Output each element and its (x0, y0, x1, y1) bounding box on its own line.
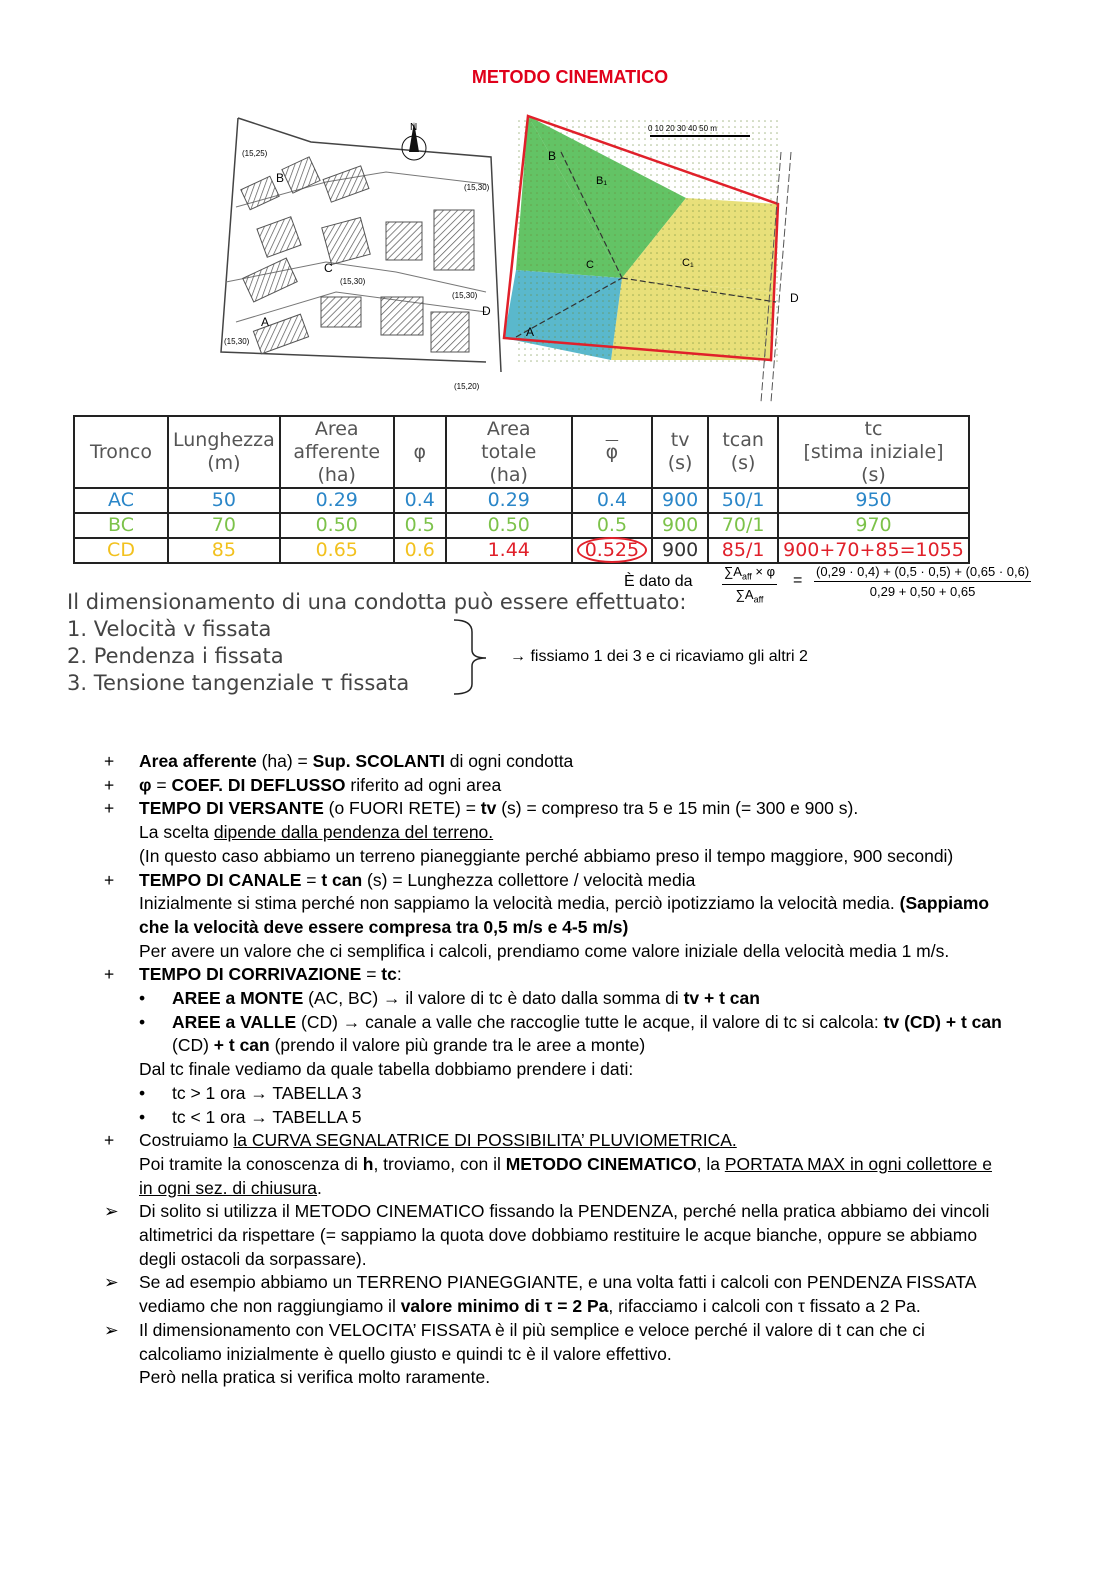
cell-area-tot: 1.44 (446, 538, 572, 563)
method-item: 2. Pendenza i fissata (67, 644, 284, 668)
cell-phi: 0.4 (394, 488, 446, 513)
list-item: ➢ Il dimensionamento con VELOCITA’ FISSATA è il più semplice e veloce perché il valore di t can che ci calcoliamo inizialmente è quello giusto e quindi tc è il valore effettivo. Però nella pratica si verifica molto raramente. (104, 1319, 925, 1388)
svg-text:(15,30): (15,30) (224, 337, 250, 346)
svg-text:0 10 20 30 40 50 m: 0 10 20 30 40 50 m (648, 124, 717, 133)
list-item: + φ = COEF. DI DEFLUSSO riferito ad ogni area (104, 774, 502, 795)
th-tv: tv (s) (652, 416, 708, 488)
table-row (74, 488, 969, 513)
cell-tronco: AC (74, 488, 168, 513)
cell-phi-bar: 0.5 (572, 513, 652, 538)
sub-item: • AREE a MONTE (AC, BC) → il valore di tc è dato dalla somma di tv + t can (139, 988, 760, 1009)
list-item: ➢ Se ad esempio abbiamo un TERRENO PIANEGGIANTE, e una volta fatti i calcoli con PENDENZA FISSATA vediamo che non raggiungiamo il valore minimo di τ = 2 Pa, rifacciamo i calcoli con τ fissato a 2 Pa. (104, 1272, 976, 1317)
cell-tc: 970 (778, 513, 969, 538)
cell-phi-bar (572, 538, 652, 563)
svg-text:B: B (548, 149, 557, 163)
svg-text:C₁: C₁ (682, 257, 694, 269)
sizing-methods (67, 589, 686, 697)
method-intro: Il dimensionamento di una condotta può essere effettuato: (67, 590, 687, 614)
cell-tcan: 50/1 (708, 488, 778, 513)
th-tc: tc [stima iniziale] (s) (778, 416, 969, 488)
weighted-phi-fraction: $\sum A_{aff} \times \varphi$ $\sum A_{aff}$ (724, 564, 776, 605)
list-item: + TEMPO DI CANALE = t can (s) = Lunghezza collettore / velocità media Inizialmente si stima perché non sappiamo la velocità media, perciò ipotizziamo la velocità media. (Sappiamo che la velocità deve essere compresa tra 0,5 m/s e 4-5 m/s) Per avere un valore che ci semplifica i calcoli, prendiamo come valore iniziale della velocità media 1 m/s. (104, 869, 990, 961)
sub-item: • AREE a VALLE (CD) → canale a valle che raccoglie tutte le acque, il valore di tc si calcola: tv (CD) + t can (CD) + t can (prendo il valore più grande tra le aree a monte) (139, 1011, 1002, 1056)
cell-phi: 0.6 (394, 538, 446, 563)
list-text: Dal tc finale vediamo da quale tabella dobbiamo prendere i dati: (139, 1059, 634, 1080)
list-item: + Area afferente (ha) = Sup. SCOLANTI di ogni condotta (104, 751, 574, 771)
table-row (74, 513, 969, 538)
svg-text:B₁: B₁ (596, 175, 608, 187)
notes-list (104, 750, 1009, 1390)
cell-tcan: 85/1 (708, 538, 778, 563)
cell-tcan: 70/1 (708, 513, 778, 538)
svg-text:C: C (324, 261, 333, 275)
svg-text:(15,30): (15,30) (464, 183, 490, 192)
catchment-map (504, 116, 799, 402)
cell-lunghezza: 85 (168, 538, 280, 563)
cell-tv: 900 (652, 513, 708, 538)
cell-area-tot: 0.50 (446, 513, 572, 538)
cell-phi: 0.5 (394, 513, 446, 538)
svg-text:(15,30): (15,30) (452, 291, 478, 300)
cell-tronco: CD (74, 538, 168, 563)
th-phi: φ (394, 416, 446, 488)
table-header-row (74, 416, 969, 488)
cell-tc: 950 (778, 488, 969, 513)
cell-lunghezza: 50 (168, 488, 280, 513)
page-title: METODO CINEMATICO (471, 67, 669, 87)
list-item: ➢ Di solito si utilizza il METODO CINEMATICO fissando la PENDENZA, perché nella pratica abbiamo dei vincoli altimetrici da rispettare (= sappiamo la quota dove dobbiamo restituire le acque bianche, oppure se abbiamo degli ostacoli da sorpassare). (104, 1201, 990, 1269)
list-item: + TEMPO DI CORRIVAZIONE = tc: (104, 964, 402, 985)
th-lunghezza: Lunghezza (m) (168, 416, 280, 488)
cell-phi-bar: 0.4 (572, 488, 652, 513)
th-area-afferente: Area afferente (ha) (280, 416, 394, 488)
th-area-totale: Area totale (ha) (446, 416, 572, 488)
sub-item: • tc > 1 ora → TABELLA 3 (139, 1082, 362, 1103)
sub-item: • tc < 1 ora → TABELLA 5 (139, 1106, 362, 1127)
cell-tv: 900 (652, 488, 708, 513)
cell-lunghezza: 70 (168, 513, 280, 538)
svg-text:D: D (482, 304, 491, 318)
svg-text:(15,25): (15,25) (242, 149, 268, 158)
formula-lead: È dato da (624, 573, 693, 590)
method-item: 3. Tensione tangenziale τ fissata (67, 671, 410, 695)
method-item: 1. Velocità v fissata (67, 617, 272, 641)
svg-text:(15,30): (15,30) (340, 277, 366, 286)
th-phi-bar: $\overline{\varphi}$ (572, 416, 652, 488)
list-item: + TEMPO DI VERSANTE (o FUORI RETE) = tv (s) = compreso tra 5 e 15 min (= 300 e 900 s). La scelta dipende dalla pendenza del terreno. (In questo caso abbiamo un terreno pianeggiante perché abbiamo preso il tempo maggiore, 900 secondi) (104, 798, 954, 866)
brace-note: → fissiamo 1 dei 3 e ci ricaviamo gli altri 2 (510, 648, 808, 665)
equals-sign: = (793, 572, 803, 589)
svg-text:C: C (586, 259, 594, 271)
list-item: + Costruiamo la CURVA SEGNALATRICE DI POSSIBILITA’ PLUVIOMETRICA. Poi tramite la conoscenza di h, troviamo, con il METODO CINEMATICO, la PORTATA MAX in ogni collettore e in ogni sez. di chiusura. (104, 1130, 992, 1198)
numeric-fraction: $\frac{(0,29 \cdot 0,4) + (0,5 \cdot 0,5) + (0,65 \cdot 0,6)}{0,29 + 0,50 + 0,65}$ (816, 564, 1030, 599)
svg-text:B: B (276, 171, 285, 185)
cell-area-aff: 0.29 (280, 488, 394, 513)
catchment-maps (216, 112, 816, 402)
cell-tv: 900 (652, 538, 708, 563)
cell-area-tot: 0.29 (446, 488, 572, 513)
svg-text:(15,20): (15,20) (454, 382, 480, 391)
cell-area-aff: 0.50 (280, 513, 394, 538)
th-tcan: tcan (s) (708, 416, 778, 488)
svg-text:N: N (410, 122, 418, 133)
catchment-table (73, 415, 970, 564)
cell-area-aff: 0.65 (280, 538, 394, 563)
circled-value: 0.525 (577, 537, 647, 563)
svg-text:A: A (526, 325, 535, 339)
cell-tc: 900+70+85=1055 (778, 538, 969, 563)
urban-map (221, 118, 501, 391)
svg-text:D: D (790, 291, 799, 305)
curly-brace-icon (452, 618, 502, 698)
cell-tronco: BC (74, 513, 168, 538)
svg-text:A: A (261, 315, 270, 329)
table-row (74, 538, 969, 563)
th-tronco: Tronco (74, 416, 168, 488)
